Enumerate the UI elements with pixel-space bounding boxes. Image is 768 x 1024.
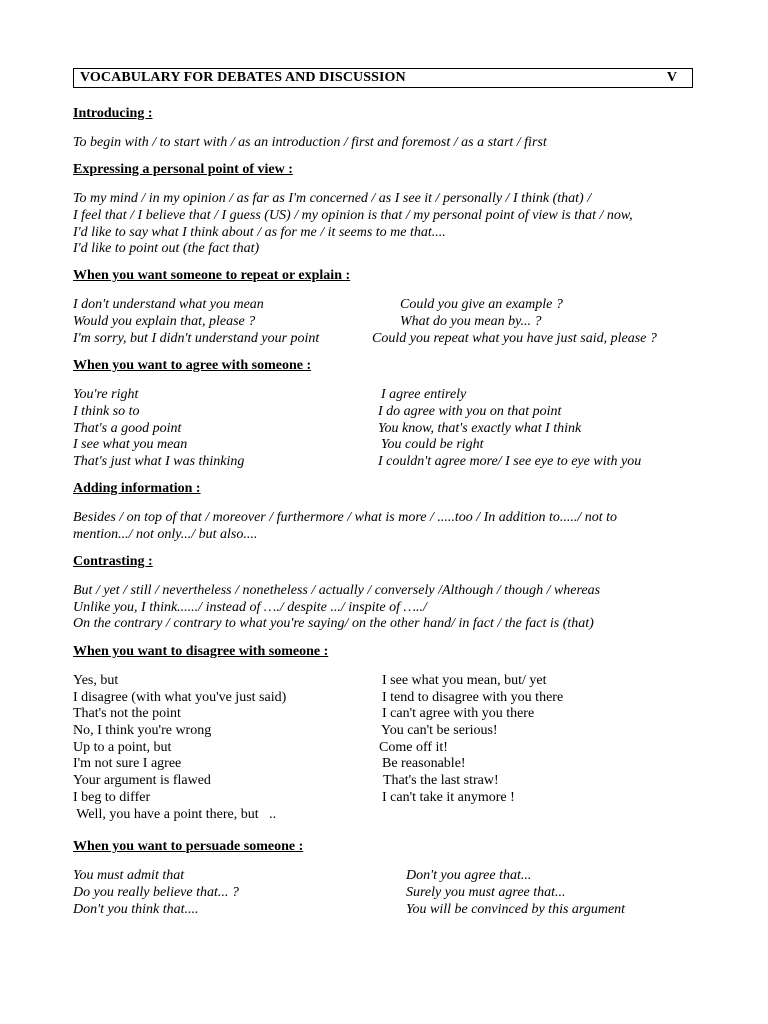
- heading-introducing: Introducing :: [73, 106, 153, 121]
- heading-persuade: When you want to persuade someone :: [73, 839, 304, 854]
- disagree-right-line: I tend to disagree with you there: [382, 690, 564, 705]
- agree-right-line: I agree entirely: [381, 387, 467, 402]
- agree-right-line: You could be right: [381, 437, 484, 452]
- personal-view-line: I feel that / I believe that / I guess (US) / my opinion is that / my personal point of view is that / now,: [73, 208, 633, 223]
- heading-contrasting: Contrasting :: [73, 554, 153, 569]
- document-title: VOCABULARY FOR DEBATES AND DISCUSSION: [80, 70, 406, 85]
- disagree-left-line: No, I think you're wrong: [73, 723, 212, 738]
- disagree-left-line: Your argument is flawed: [73, 773, 211, 788]
- disagree-right-line: I can't take it anymore !: [382, 790, 515, 805]
- personal-view-line: I'd like to say what I think about / as for me / it seems to me that....: [73, 225, 446, 240]
- contrasting-line: Unlike you, I think....../ instead of …./ despite .../ inspite of …../: [73, 600, 427, 615]
- disagree-right-line: That's the last straw!: [383, 773, 499, 788]
- repeat-right-line: What do you mean by... ?: [400, 314, 542, 329]
- disagree-left-line: That's not the point: [73, 706, 181, 721]
- heading-personal-view: Expressing a personal point of view :: [73, 162, 293, 177]
- repeat-right-line: Could you give an example ?: [400, 297, 563, 312]
- heading-adding: Adding information :: [73, 481, 201, 496]
- disagree-left-line: Yes, but: [73, 673, 119, 688]
- heading-agree: When you want to agree with someone :: [73, 358, 312, 373]
- heading-repeat-explain: When you want someone to repeat or explain :: [73, 268, 351, 283]
- heading-disagree: When you want to disagree with someone :: [73, 644, 329, 659]
- repeat-left-line: Would you explain that, please ?: [73, 314, 256, 329]
- disagree-left-line: I beg to differ: [73, 790, 151, 805]
- repeat-left-line: I don't understand what you mean: [73, 297, 264, 312]
- adding-line: Besides / on top of that / moreover / furthermore / what is more / .....too / In addition to...../ not to: [73, 510, 618, 525]
- personal-view-line: To my mind / in my opinion / as far as I'm concerned / as I see it / personally / I think (that) /: [73, 191, 592, 206]
- repeat-left-line: I'm sorry, but I didn't understand your point: [73, 331, 320, 346]
- agree-left-line: I see what you mean: [73, 437, 188, 452]
- agree-left-line: That's a good point: [73, 421, 182, 436]
- disagree-right-line: Be reasonable!: [382, 756, 466, 771]
- persuade-left-line: Don't you think that....: [73, 902, 199, 917]
- disagree-left-line: I'm not sure I agree: [73, 756, 182, 771]
- contrasting-line: But / yet / still / nevertheless / nonetheless / actually / conversely /Although / though / whereas: [73, 583, 601, 598]
- persuade-left-line: Do you really believe that... ?: [73, 885, 239, 900]
- disagree-right-line: Come off it!: [379, 740, 448, 755]
- agree-left-line: That's just what I was thinking: [73, 454, 245, 469]
- disagree-left-line: Up to a point, but: [73, 740, 172, 755]
- persuade-left-line: You must admit that: [73, 868, 185, 883]
- agree-left-line: You're right: [73, 387, 139, 402]
- section-mark: V: [666, 70, 677, 85]
- disagree-right-line: I see what you mean, but/ yet: [382, 673, 547, 688]
- disagree-left-line: I disagree (with what you've just said): [73, 690, 287, 705]
- contrasting-line: On the contrary / contrary to what you're saying/ on the other hand/ in fact / the fact is (that): [73, 616, 594, 631]
- disagree-right-line: I can't agree with you there: [382, 706, 535, 721]
- repeat-right-line: Could you repeat what you have just said, please ?: [372, 331, 657, 346]
- persuade-right-line: You will be convinced by this argument: [406, 902, 626, 917]
- introducing-line: To begin with / to start with / as an introduction / first and foremost / as a start / first: [73, 135, 547, 150]
- agree-left-line: I think so to: [73, 404, 140, 419]
- personal-view-line: I'd like to point out (the fact that): [73, 241, 260, 256]
- agree-right-line: You know, that's exactly what I think: [378, 421, 582, 436]
- persuade-right-line: Surely you must agree that...: [406, 885, 566, 900]
- title-box: [73, 68, 693, 88]
- disagree-left-line: Well, you have a point there, but ..: [73, 807, 277, 822]
- adding-line: mention.../ not only.../ but also....: [73, 527, 258, 542]
- persuade-right-line: Don't you agree that...: [406, 868, 532, 883]
- disagree-right-line: You can't be serious!: [381, 723, 498, 738]
- agree-right-line: I couldn't agree more/ I see eye to eye with you: [378, 454, 642, 469]
- agree-right-line: I do agree with you on that point: [378, 404, 562, 419]
